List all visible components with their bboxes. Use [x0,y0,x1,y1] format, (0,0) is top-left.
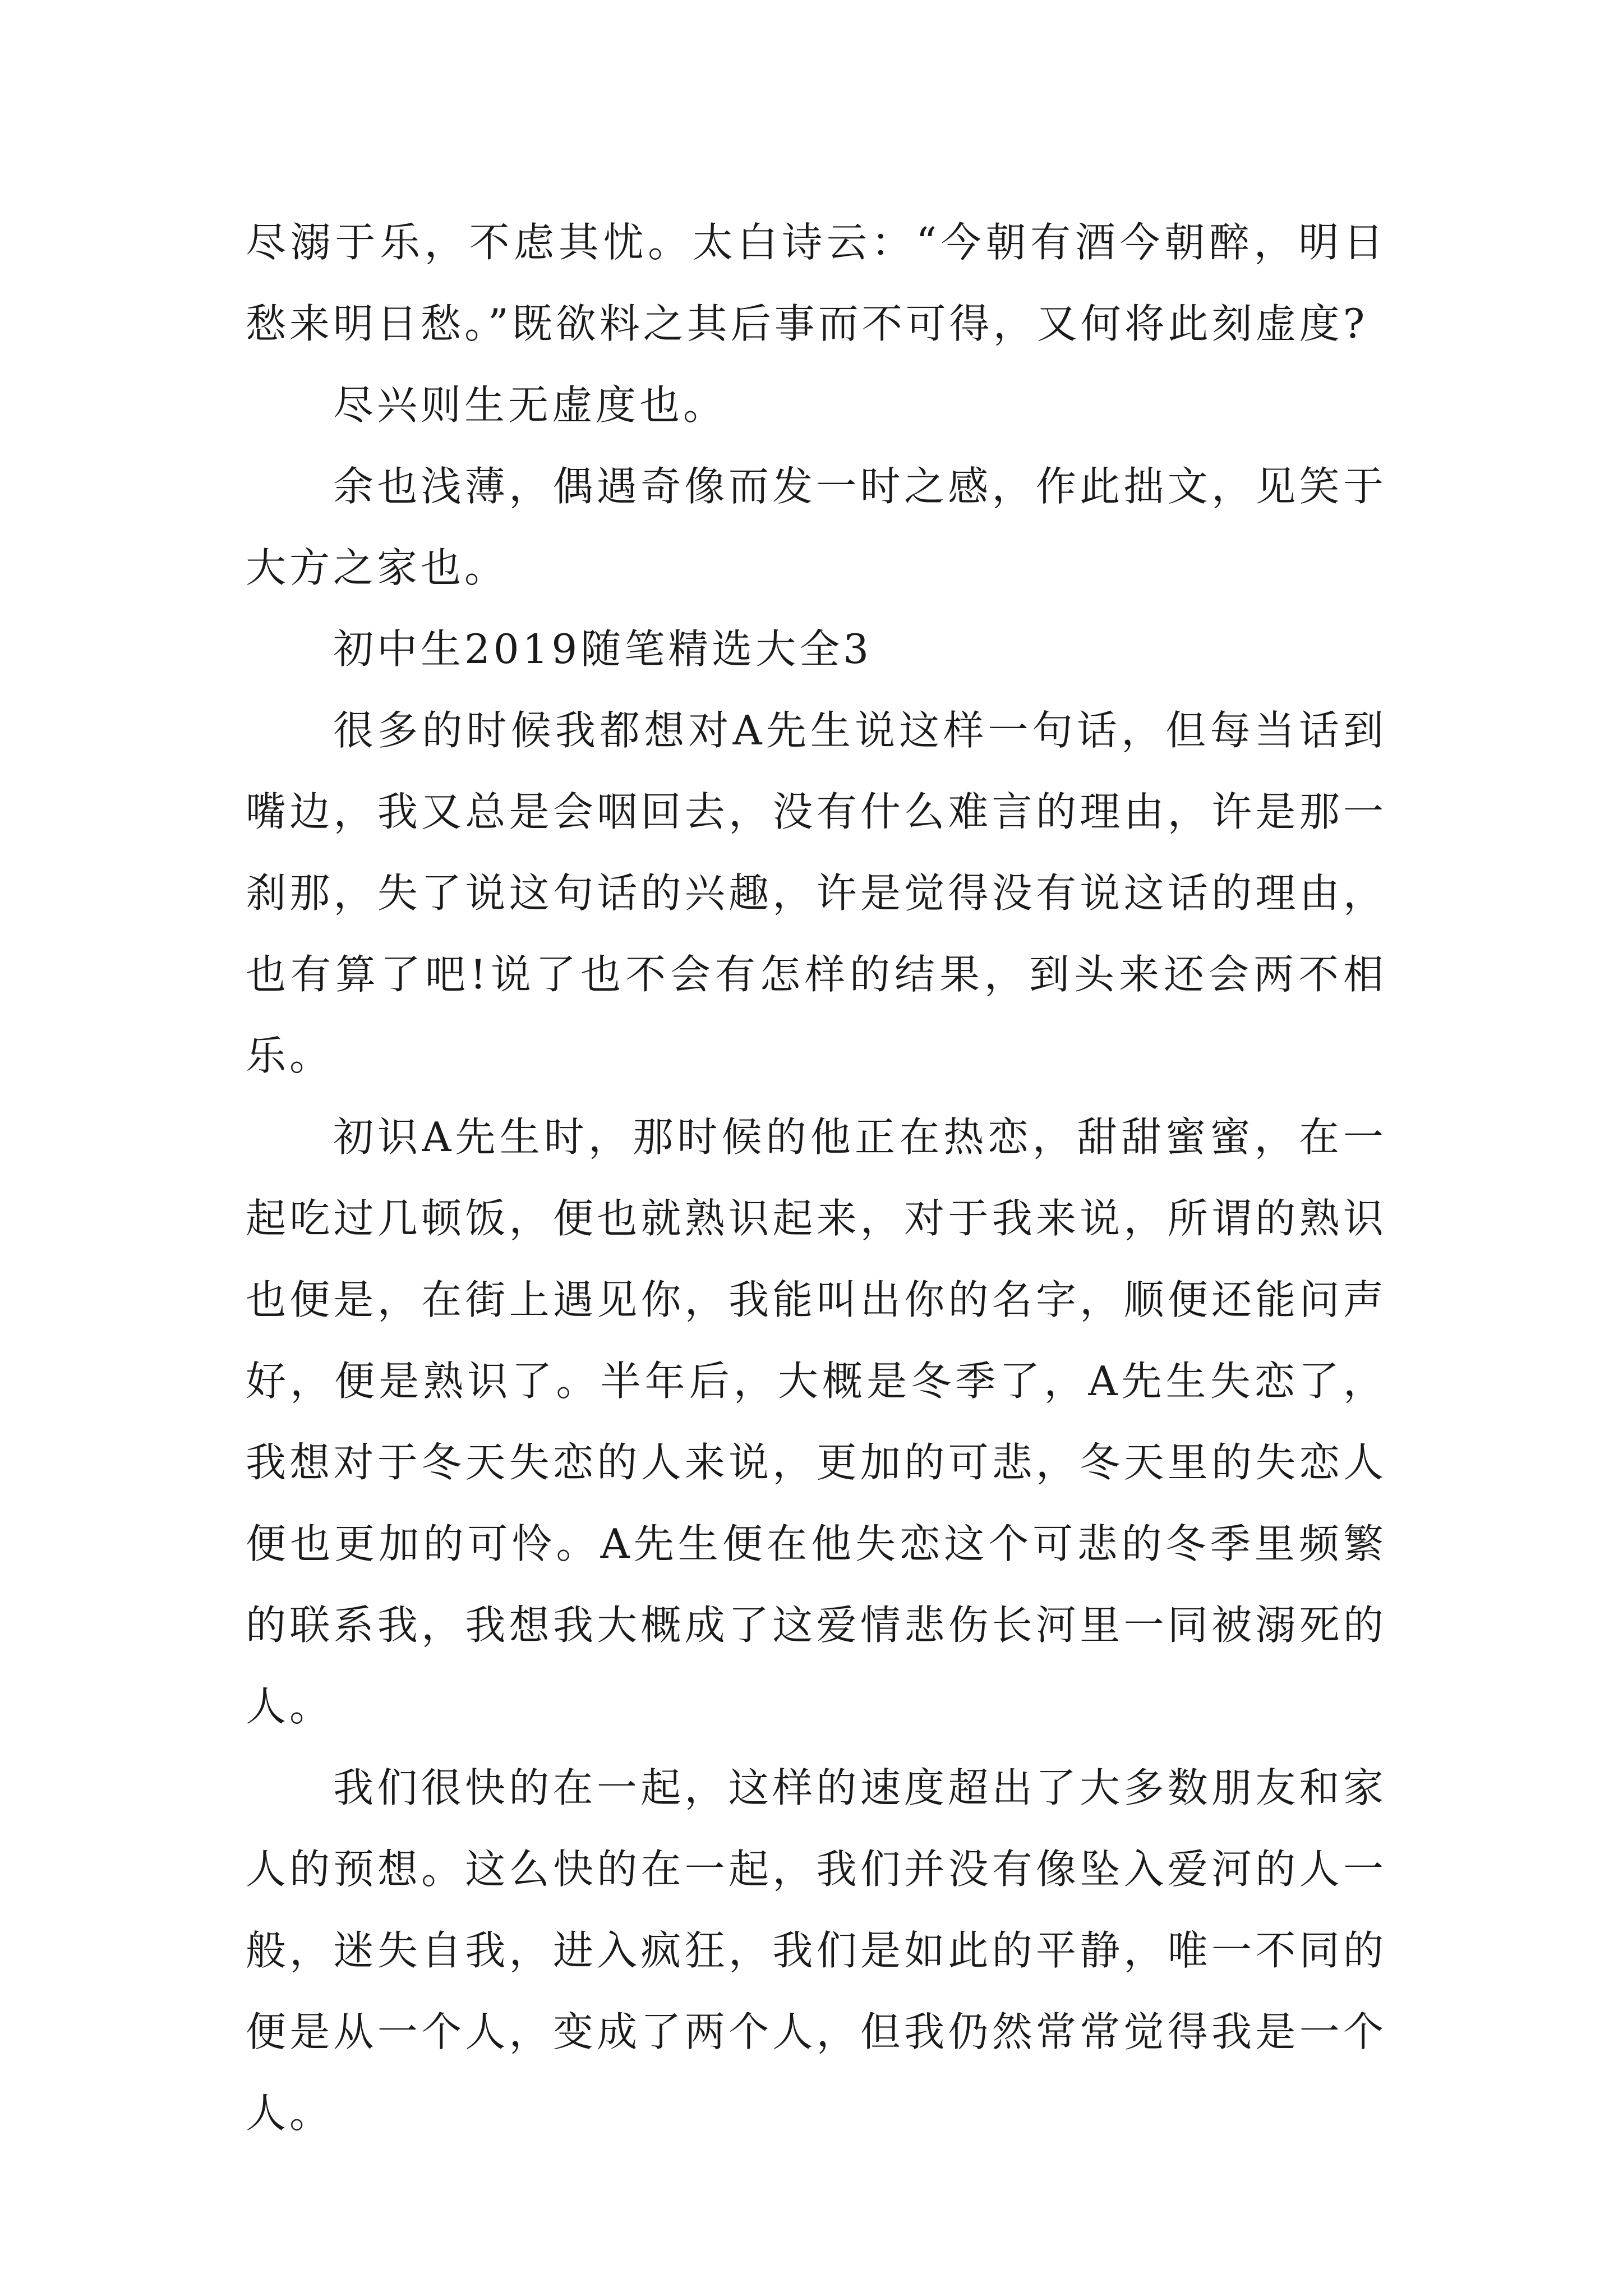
paragraph-2: 尽兴则生无虚度也。 [333,381,727,429]
section-heading: 初中生2019随笔精选大全3 [333,625,873,673]
paragraph-3: 余也浅薄，偶遇奇像而发一时之感，作此拙文，见笑于大方之家也。 [246,463,1387,591]
paragraph-6: 初识A先生时，那时候的他正在热恋，甜甜蜜蜜，在一起吃过几顿饭，便也就熟识起来，对于我来说，所谓的熟识也便是，在街上遇见你，我能叫出你的名字，顺便还能问声好，便是熟识了。半年后，大概是冬季了，A先生失恋了，我想对于冬天失恋的人来说，更加的可悲，冬天里的失恋人便也更加的可怜。A先生便在他失恋这个可悲的冬季里频繁的联系我，我想我大概成了这爱情悲伤长河里一同被溺死的人。 [246,1114,1387,1730]
paragraph-7: 我们很快的在一起，这样的速度超出了大多数朋友和家人的预想。这么快的在一起，我们并没有像坠入爱河的人一般，迷失自我，进入疯狂，我们是如此的平静，唯一不同的便是从一个人，变成了两个人，但我仍然常常觉得我是一个人。 [246,1764,1387,2137]
paragraph-5: 很多的时候我都想对A先生说这样一句话，但每当话到嘴边，我又总是会咽回去，没有什么难言的理由，许是那一刹那，失了说这句话的兴趣，许是觉得没有说这话的理由，也有算了吧!说了也不会有怎样的结果，到头来还会两不相乐。 [246,707,1387,1079]
document-body [246,202,1387,2154]
paragraph-1: 尽溺于乐，不虑其忧。太白诗云：“今朝有酒今朝醉，明日愁来明日愁。”既欲料之其后事而不可得，又何将此刻虚度? [246,219,1387,347]
